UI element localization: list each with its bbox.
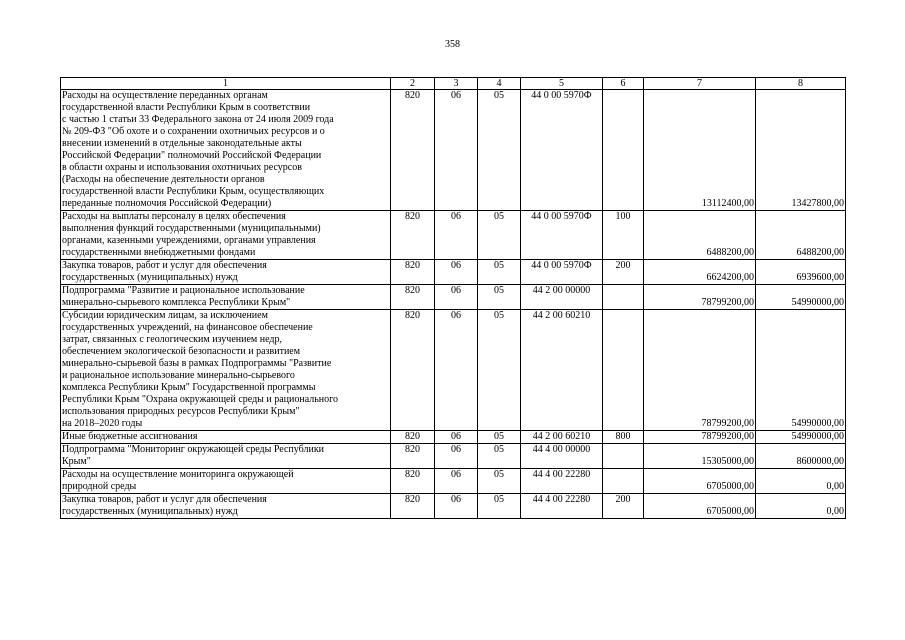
amount-year-1-cell: 6705000,00 <box>644 469 756 494</box>
target-article-cell: 44 4 00 00000 <box>521 444 603 469</box>
row-name-line: Субсидии юридическим лицам, за исключением <box>62 310 268 321</box>
ministry-code-cell: 820 <box>391 494 435 519</box>
column-header: 6 <box>603 78 644 90</box>
expense-type-cell <box>603 285 644 310</box>
expense-type-cell: 100 <box>603 211 644 260</box>
ministry-code-cell: 820 <box>391 310 435 431</box>
table-header-row <box>61 78 846 90</box>
ministry-code-cell: 820 <box>391 285 435 310</box>
row-name-line: затрат, связанных с геологическим изучением недр, <box>62 334 282 345</box>
budget-table <box>60 77 846 519</box>
subsection-code-cell: 05 <box>478 285 521 310</box>
section-code-cell: 06 <box>435 431 478 444</box>
target-article-cell: 44 0 00 5970Ф <box>521 211 603 260</box>
row-name-cell <box>61 469 391 494</box>
row-name-line: Подпрограмма "Развитие и рациональное использование <box>62 285 305 296</box>
section-code-cell: 06 <box>435 90 478 211</box>
amount-year-2-cell: 0,00 <box>756 494 846 519</box>
row-name-line: Закупка товаров, работ и услуг для обеспечения <box>62 494 267 505</box>
target-article-cell: 44 0 00 5970Ф <box>521 260 603 285</box>
section-code-cell: 06 <box>435 310 478 431</box>
row-name-cell <box>61 260 391 285</box>
column-header: 3 <box>435 78 478 90</box>
row-name-line: Крым" <box>62 456 91 467</box>
row-name-cell <box>61 444 391 469</box>
column-header: 1 <box>61 78 391 90</box>
row-name-line: и рациональное использование минерально-сырьевого <box>62 370 295 381</box>
table-row <box>61 469 846 494</box>
row-name-line: в области охраны и использования охотничьих ресурсов <box>62 162 302 173</box>
row-name-line: использования природных ресурсов Республики Крым" <box>62 406 300 417</box>
table-row <box>61 285 846 310</box>
row-name-line: Расходы на выплаты персоналу в целях обеспечения <box>62 211 286 222</box>
subsection-code-cell: 05 <box>478 469 521 494</box>
amount-year-1-cell: 6624200,00 <box>644 260 756 285</box>
row-name-line: Республики Крым "Охрана окружающей среды и рационального <box>62 394 338 405</box>
expense-type-cell <box>603 444 644 469</box>
target-article-cell: 44 4 00 22280 <box>521 494 603 519</box>
target-article-cell: 44 2 00 60210 <box>521 431 603 444</box>
target-article-cell: 44 2 00 00000 <box>521 285 603 310</box>
column-header: 8 <box>756 78 846 90</box>
row-name-line: государственных учреждений, на финансовое обеспечение <box>62 322 313 333</box>
table-row <box>61 431 846 444</box>
subsection-code-cell: 05 <box>478 90 521 211</box>
section-code-cell: 06 <box>435 211 478 260</box>
row-name-line: органами, казенными учреждениями, органами управления <box>62 235 316 246</box>
subsection-code-cell: 05 <box>478 211 521 260</box>
amount-year-2-cell: 54990000,00 <box>756 285 846 310</box>
section-code-cell: 06 <box>435 444 478 469</box>
section-code-cell: 06 <box>435 469 478 494</box>
row-name-line: государственной власти Республики Крым в соответствии <box>62 102 311 113</box>
column-header: 4 <box>478 78 521 90</box>
section-code-cell: 06 <box>435 285 478 310</box>
subsection-code-cell: 05 <box>478 494 521 519</box>
table-row <box>61 260 846 285</box>
row-name-line: Закупка товаров, работ и услуг для обеспечения <box>62 260 267 271</box>
row-name-cell <box>61 211 391 260</box>
ministry-code-cell: 820 <box>391 260 435 285</box>
row-name-line: комплекса Республики Крым" Государственной программы <box>62 382 316 393</box>
row-name-line: Расходы на осуществление мониторинга окружающей <box>62 469 294 480</box>
section-code-cell: 06 <box>435 494 478 519</box>
ministry-code-cell: 820 <box>391 211 435 260</box>
target-article-cell: 44 0 00 5970Ф <box>521 90 603 211</box>
amount-year-2-cell: 54990000,00 <box>756 310 846 431</box>
row-name-cell <box>61 285 391 310</box>
amount-year-1-cell: 13112400,00 <box>644 90 756 211</box>
subsection-code-cell: 05 <box>478 260 521 285</box>
column-header: 5 <box>521 78 603 90</box>
table-row <box>61 444 846 469</box>
expense-type-cell <box>603 310 644 431</box>
row-name-cell <box>61 90 391 211</box>
amount-year-1-cell: 6488200,00 <box>644 211 756 260</box>
amount-year-2-cell: 54990000,00 <box>756 431 846 444</box>
row-name-line: переданные полномочия Российской Федерации) <box>62 198 272 209</box>
ministry-code-cell: 820 <box>391 90 435 211</box>
row-name-line: минерально-сырьевой базы в рамках Подпрограммы "Развитие <box>62 358 332 369</box>
row-name-line: (Расходы на обеспечение деятельности органов <box>62 174 265 185</box>
row-name-line: Российской Федерации" полномочий Российской Федерации <box>62 150 322 161</box>
row-name-line: выполнения функций государственными (муниципальными) <box>62 223 321 234</box>
subsection-code-cell: 05 <box>478 310 521 431</box>
row-name-line: с частью 1 статьи 33 Федерального закона от 24 июля 2009 года <box>62 114 334 125</box>
target-article-cell: 44 2 00 60210 <box>521 310 603 431</box>
amount-year-2-cell: 6939600,00 <box>756 260 846 285</box>
row-name-line: природной среды <box>62 481 137 492</box>
ministry-code-cell: 820 <box>391 444 435 469</box>
row-name-line: государственных (муниципальных) нужд <box>62 506 238 517</box>
expense-type-cell: 800 <box>603 431 644 444</box>
row-name-line: государственными внебюджетными фондами <box>62 247 256 258</box>
row-name-cell <box>61 494 391 519</box>
amount-year-2-cell: 0,00 <box>756 469 846 494</box>
amount-year-1-cell: 6705000,00 <box>644 494 756 519</box>
amount-year-1-cell: 78799200,00 <box>644 310 756 431</box>
page-number: 358 <box>445 39 460 50</box>
row-name-line: Подпрограмма "Мониторинг окружающей среды Республики <box>62 444 325 455</box>
row-name-line: Расходы на осуществление переданных органам <box>62 90 268 101</box>
row-name-line: на 2018–2020 годы <box>62 418 143 429</box>
row-name-line: государственной власти Республики Крым, осуществляющих <box>62 186 325 197</box>
row-name-line: обеспечением экологической безопасности и развитием <box>62 346 301 357</box>
row-name-line: государственных (муниципальных) нужд <box>62 272 238 283</box>
column-header: 7 <box>644 78 756 90</box>
table-row <box>61 90 846 211</box>
row-name-line: внесении изменений в отдельные законодательные акты <box>62 138 302 149</box>
subsection-code-cell: 05 <box>478 431 521 444</box>
row-name-line: № 209-ФЗ "Об охоте и о сохранении охотничьих ресурсов и о <box>62 126 325 137</box>
section-code-cell: 06 <box>435 260 478 285</box>
table-row <box>61 494 846 519</box>
subsection-code-cell: 05 <box>478 444 521 469</box>
table-row <box>61 310 846 431</box>
row-name-line: минерально-сырьевого комплекса Республики Крым" <box>62 297 291 308</box>
ministry-code-cell: 820 <box>391 469 435 494</box>
amount-year-1-cell: 15305000,00 <box>644 444 756 469</box>
amount-year-1-cell: 78799200,00 <box>644 285 756 310</box>
expense-type-cell: 200 <box>603 260 644 285</box>
target-article-cell: 44 4 00 22280 <box>521 469 603 494</box>
expense-type-cell <box>603 90 644 211</box>
row-name-line: Иные бюджетные ассигнования <box>62 431 198 442</box>
ministry-code-cell: 820 <box>391 431 435 444</box>
amount-year-2-cell: 8600000,00 <box>756 444 846 469</box>
amount-year-2-cell: 13427800,00 <box>756 90 846 211</box>
expense-type-cell <box>603 469 644 494</box>
column-header: 2 <box>391 78 435 90</box>
amount-year-2-cell: 6488200,00 <box>756 211 846 260</box>
row-name-cell <box>61 310 391 431</box>
row-name-cell <box>61 431 391 444</box>
amount-year-1-cell: 78799200,00 <box>644 431 756 444</box>
expense-type-cell: 200 <box>603 494 644 519</box>
table-row <box>61 211 846 260</box>
